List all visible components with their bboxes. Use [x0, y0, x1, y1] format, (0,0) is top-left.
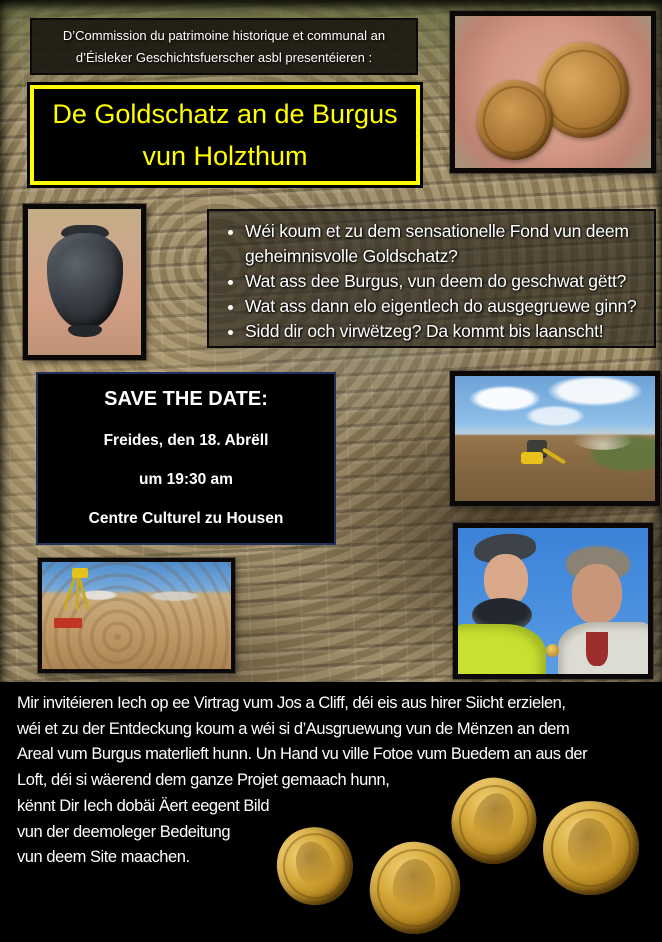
- red-crate: [54, 618, 82, 628]
- question-item: • Wéi koum et zu dem sensationelle Fond vun deem geheimnisvolle Goldschatz?: [245, 219, 648, 269]
- photo-excavation-digger: [450, 371, 660, 506]
- spoil-heap: [573, 428, 633, 450]
- event-venue: Centre Culturel zu Housen: [88, 510, 284, 527]
- title-line-2: vun Holzthum: [142, 141, 308, 171]
- hi-vis-vest: [454, 624, 546, 679]
- question-item: • Sidd dir och virwëtzeg? Da kommt bis laanscht!: [245, 319, 648, 344]
- event-time: um 19:30 am: [139, 471, 233, 488]
- invitation-line: kënnt Dir Iech dobäi Äert eegent Bild: [17, 796, 270, 815]
- tripod-leg: [75, 576, 79, 610]
- presenter-box: [30, 18, 418, 75]
- presenter-line-2: d’Éisleker Geschichtsfuerscher asbl presentéieren :: [75, 50, 373, 66]
- photo-team-selfie: [453, 523, 653, 679]
- questions-box: [207, 209, 656, 348]
- pot-body: [47, 233, 123, 329]
- held-gold-coin: [546, 644, 559, 657]
- poster-title: [30, 85, 420, 185]
- questions-list: [223, 219, 648, 344]
- invitation-line: Mir invitéieren Iech op ee Virtrag vum Jos a Cliff, déi eis aus hirer Siicht erzielen,: [17, 694, 566, 712]
- title-line-1: De Goldschatz an de Burgus: [52, 99, 398, 129]
- photo-coins-in-hand: [450, 11, 656, 173]
- invitation-line: wéi et zu der Entdeckung koum a wéi si d’Ausgruewung vun de Mënzen an dem: [17, 719, 570, 738]
- question-item: • Wat ass dann elo eigentlech do ausgegruewe ginn?: [245, 294, 648, 319]
- invitation-line: Areal vum Burgus materlieft hunn. Un Hand vu ville Fotoe vum Buedem an aus der: [17, 745, 588, 764]
- invitation-line: vun der deemoleger Bedeitung: [17, 822, 231, 841]
- man-face: [572, 564, 622, 624]
- save-the-date-box: [36, 372, 336, 545]
- pot-foot: [68, 325, 102, 337]
- presenter-line-1: D’Commission du patrimoine historique et communal an: [62, 27, 386, 43]
- photo-excavation-panorama: [38, 558, 235, 673]
- invitation-line: Loft, déi si wäerend dem ganze Projet gemaach hunn,: [17, 771, 390, 790]
- event-date: Freides, den 18. Abrëll: [103, 432, 269, 449]
- invitation-section: [0, 682, 662, 942]
- invitation-line: vun deem Site maachen.: [17, 848, 190, 867]
- man-shirt: [586, 632, 608, 666]
- photo-black-pot: [23, 204, 146, 360]
- digger-body: [521, 452, 543, 464]
- coin-ring: [479, 82, 552, 157]
- digger-arm: [542, 447, 566, 464]
- surveying-tripod: [72, 568, 88, 578]
- question-item: • Wat ass dee Burgus, vun deem do geschwat gëtt?: [245, 269, 648, 294]
- tripod-leg: [63, 576, 76, 609]
- save-the-date-title: SAVE THE DATE:: [104, 388, 268, 410]
